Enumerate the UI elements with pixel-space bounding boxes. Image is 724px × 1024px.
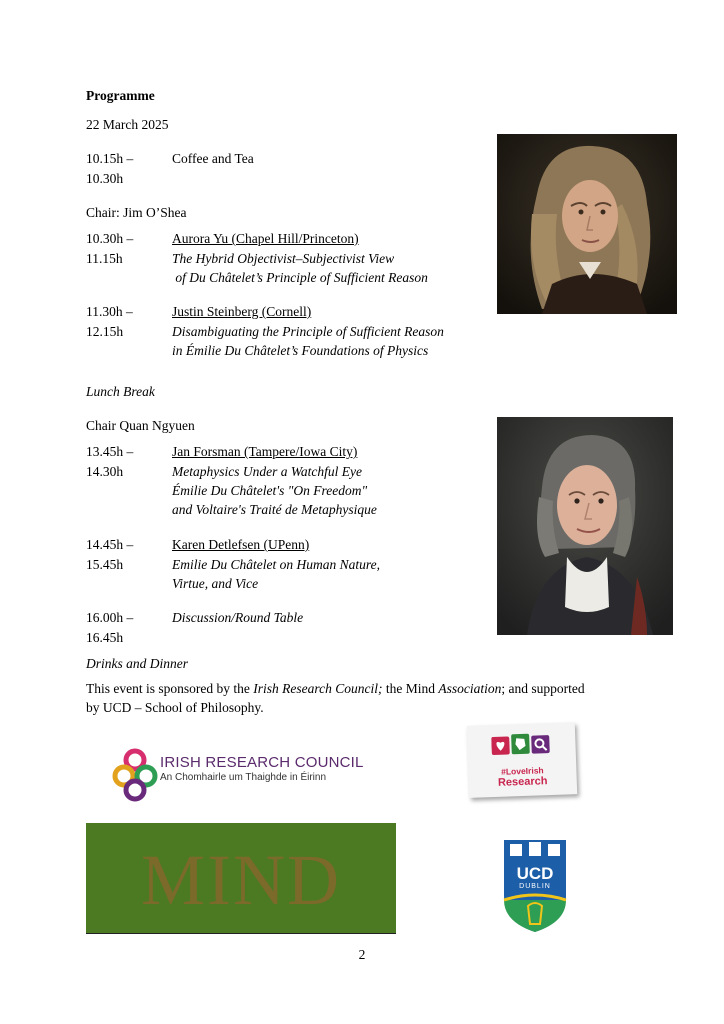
coffee-time-end: 10.30h: [86, 171, 124, 186]
talk4-time-start: 14.45h –: [86, 537, 134, 552]
sponsor-text-a: This event is sponsored by the: [86, 681, 254, 696]
talk1-speaker: Aurora Yu (Chapel Hill/Princeton): [172, 231, 359, 246]
mind-logo-text: MIND: [141, 840, 341, 920]
discussion-title: Discussion/Round Table: [172, 610, 304, 625]
talk1-time-end: 11.15h: [86, 251, 123, 266]
irish-research-council-logo: [112, 744, 364, 804]
talk3-time-start: 13.45h –: [86, 444, 134, 459]
irc-knot-icon: [112, 746, 158, 802]
sponsor-text-b: the Mind: [382, 681, 439, 696]
chair-2: Chair Quan Ngyuen: [86, 418, 195, 433]
talk2-title-line1: Disambiguating the Principle of Sufficient Reason: [172, 324, 444, 339]
talk3-title-line3: and Voltaire's Traité de Metaphysique: [172, 502, 377, 517]
mind-association-logo: [86, 823, 396, 934]
discussion-time-end: 16.45h: [86, 630, 124, 645]
portrait-voltaire-image: [497, 417, 673, 635]
talk4-title-line1: Emilie Du Châtelet on Human Nature,: [172, 557, 380, 572]
talk1-title-line1: The Hybrid Objectivist–Subjectivist View: [172, 251, 395, 266]
talk1-time-start: 10.30h –: [86, 231, 134, 246]
talk3-title-line2: Émilie Du Châtelet's "On Freedom": [172, 483, 368, 498]
event-date: 22 March 2025: [86, 117, 169, 132]
talk4-speaker: Karen Detlefsen (UPenn): [172, 537, 310, 552]
talk1-title-line2: of Du Châtelet’s Principle of Sufficient Reason: [172, 270, 428, 285]
ucd-dublin-crest: [502, 838, 568, 934]
lir-line1: #LoveIrish: [500, 765, 544, 777]
sponsor-irc: Irish Research Council;: [253, 681, 383, 696]
lunch-break: Lunch Break: [86, 384, 155, 399]
talk3-speaker: Jan Forsman (Tampere/Iowa City): [172, 444, 358, 459]
sponsor-line1: [86, 681, 585, 697]
ucd-dublin-text: DUBLIN: [519, 883, 551, 890]
talk2-time-end: 12.15h: [86, 324, 124, 339]
talk2-time-start: 11.30h –: [86, 304, 133, 319]
portrait-newton-image: [497, 134, 677, 314]
chair-1: Chair: Jim O’Shea: [86, 205, 187, 220]
talk4-time-end: 15.45h: [86, 557, 124, 572]
programme-heading: Programme: [86, 88, 155, 103]
ucd-text: UCD: [516, 864, 554, 883]
talk2-speaker: Justin Steinberg (Cornell): [172, 304, 312, 319]
love-irish-research-icons: [491, 731, 552, 763]
page-number: 2: [358, 947, 366, 962]
portrait-voltaire: [497, 417, 673, 635]
discussion-time-start: 16.00h –: [86, 610, 134, 625]
sponsor-text-c: ; and supported: [501, 681, 585, 696]
coffee-time-start: 10.15h –: [86, 151, 134, 166]
coffee-title: Coffee and Tea: [172, 151, 254, 166]
talk2-title-line2: in Émilie Du Châtelet’s Foundations of Physics: [172, 343, 429, 358]
drinks-and-dinner: Drinks and Dinner: [86, 656, 188, 671]
talk4-title-line2: Virtue, and Vice: [172, 576, 259, 591]
talk3-title-line1: Metaphysics Under a Watchful Eye: [172, 464, 362, 479]
irc-subtitle: An Chomhairle um Thaighde in Éirinn: [160, 772, 327, 783]
sponsor-association: Association: [438, 681, 502, 696]
lir-line2: Research: [497, 775, 548, 789]
love-irish-research-logo: [467, 722, 577, 798]
talk3-time-end: 14.30h: [86, 464, 124, 479]
irc-title: IRISH RESEARCH COUNCIL: [160, 754, 364, 771]
portrait-newton: [497, 134, 677, 314]
sponsor-line2: by UCD – School of Philosophy.: [86, 700, 264, 715]
